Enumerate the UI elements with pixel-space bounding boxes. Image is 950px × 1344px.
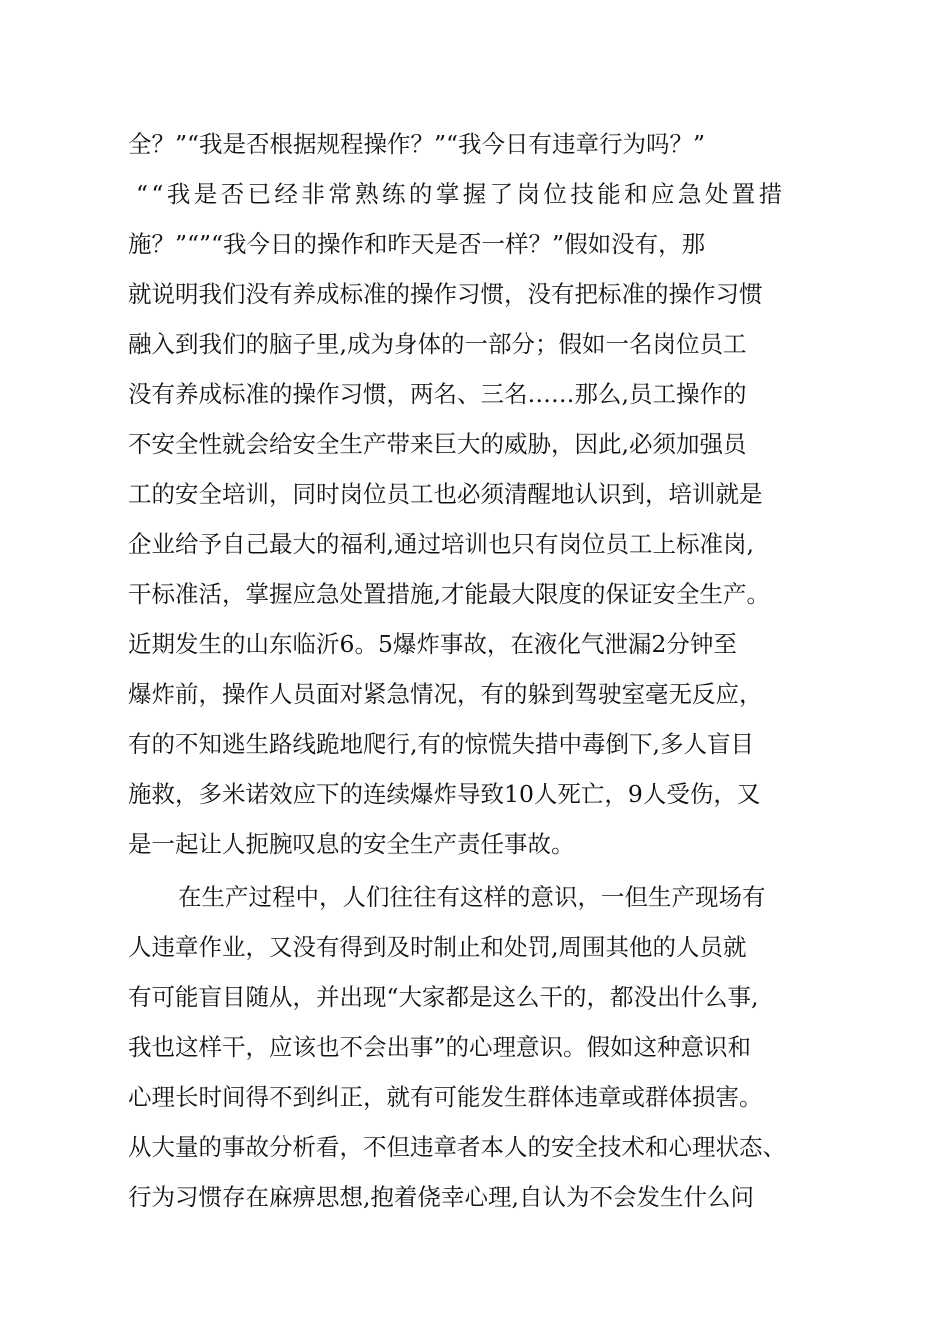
text-line: 我也这样干，应该也不会出事”的心理意识。假如这种意识和 [128, 1033, 752, 1061]
text-line: 干标准活，掌握应急处置措施,才能最大限度的保证安全生产。 [128, 580, 770, 608]
text-line: 心理长时间得不到纠正，就有可能发生群体违章或群体损害。 [128, 1083, 763, 1111]
text-line: 没有养成标准的操作习惯，两名、三名……那么,员工操作的 [128, 380, 747, 408]
text-line: 融入到我们的脑子里,成为身体的一部分；假如一名岗位员工 [128, 330, 747, 358]
text-line: 行为习惯存在麻痹思想,抱着侥幸心理,自认为不会发生什么问 [128, 1183, 754, 1211]
text-line: 施？”“”“我今日的操作和昨天是否一样？”假如没有，那 [128, 230, 706, 258]
text-line: ““我是否已经非常熟练的掌握了岗位技能和应急处置措 [136, 180, 786, 208]
text-line: 从大量的事故分析看，不但违章者本人的安全技术和心理状态、 [128, 1133, 786, 1161]
paragraph-first-line: 在生产过程中，人们往往有这样的意识，一但生产现场有 [178, 883, 766, 911]
text-line: 企业给予自己最大的福利,通过培训也只有岗位员工上标准岗, [128, 530, 754, 558]
text-line: 爆炸前，操作人员面对紧急情况，有的躲到驾驶室毫无反应， [128, 680, 763, 708]
text-line: 是一起让人扼腕叹息的安全生产责任事故。 [128, 830, 575, 858]
text-line: 工的安全培训，同时岗位员工也必须清醒地认识到，培训就是 [128, 480, 763, 508]
text-line: 有可能盲目随从，并出现“大家都是这么干的，都没出什么事, [128, 983, 759, 1011]
text-line: 就说明我们没有养成标准的操作习惯，没有把标准的操作习惯 [128, 280, 763, 308]
text-line: 不安全性就会给安全生产带来巨大的威胁，因此,必须加强员 [128, 430, 747, 458]
text-line: 人违章作业，又没有得到及时制止和处罚,周围其他的人员就 [128, 933, 747, 961]
text-line: 近期发生的山东临沂6。5爆炸事故，在液化气泄漏2分钟至 [128, 630, 737, 658]
text-line: 全？”“我是否根据规程操作？”“我今日有违章行为吗？” [128, 130, 706, 158]
text-line: 有的不知逃生路线跪地爬行,有的惊慌失措中毒倒下,多人盲目 [128, 730, 754, 758]
text-line: 施救，多米诺效应下的连续爆炸导致10人死亡，9人受伤，又 [128, 780, 761, 808]
